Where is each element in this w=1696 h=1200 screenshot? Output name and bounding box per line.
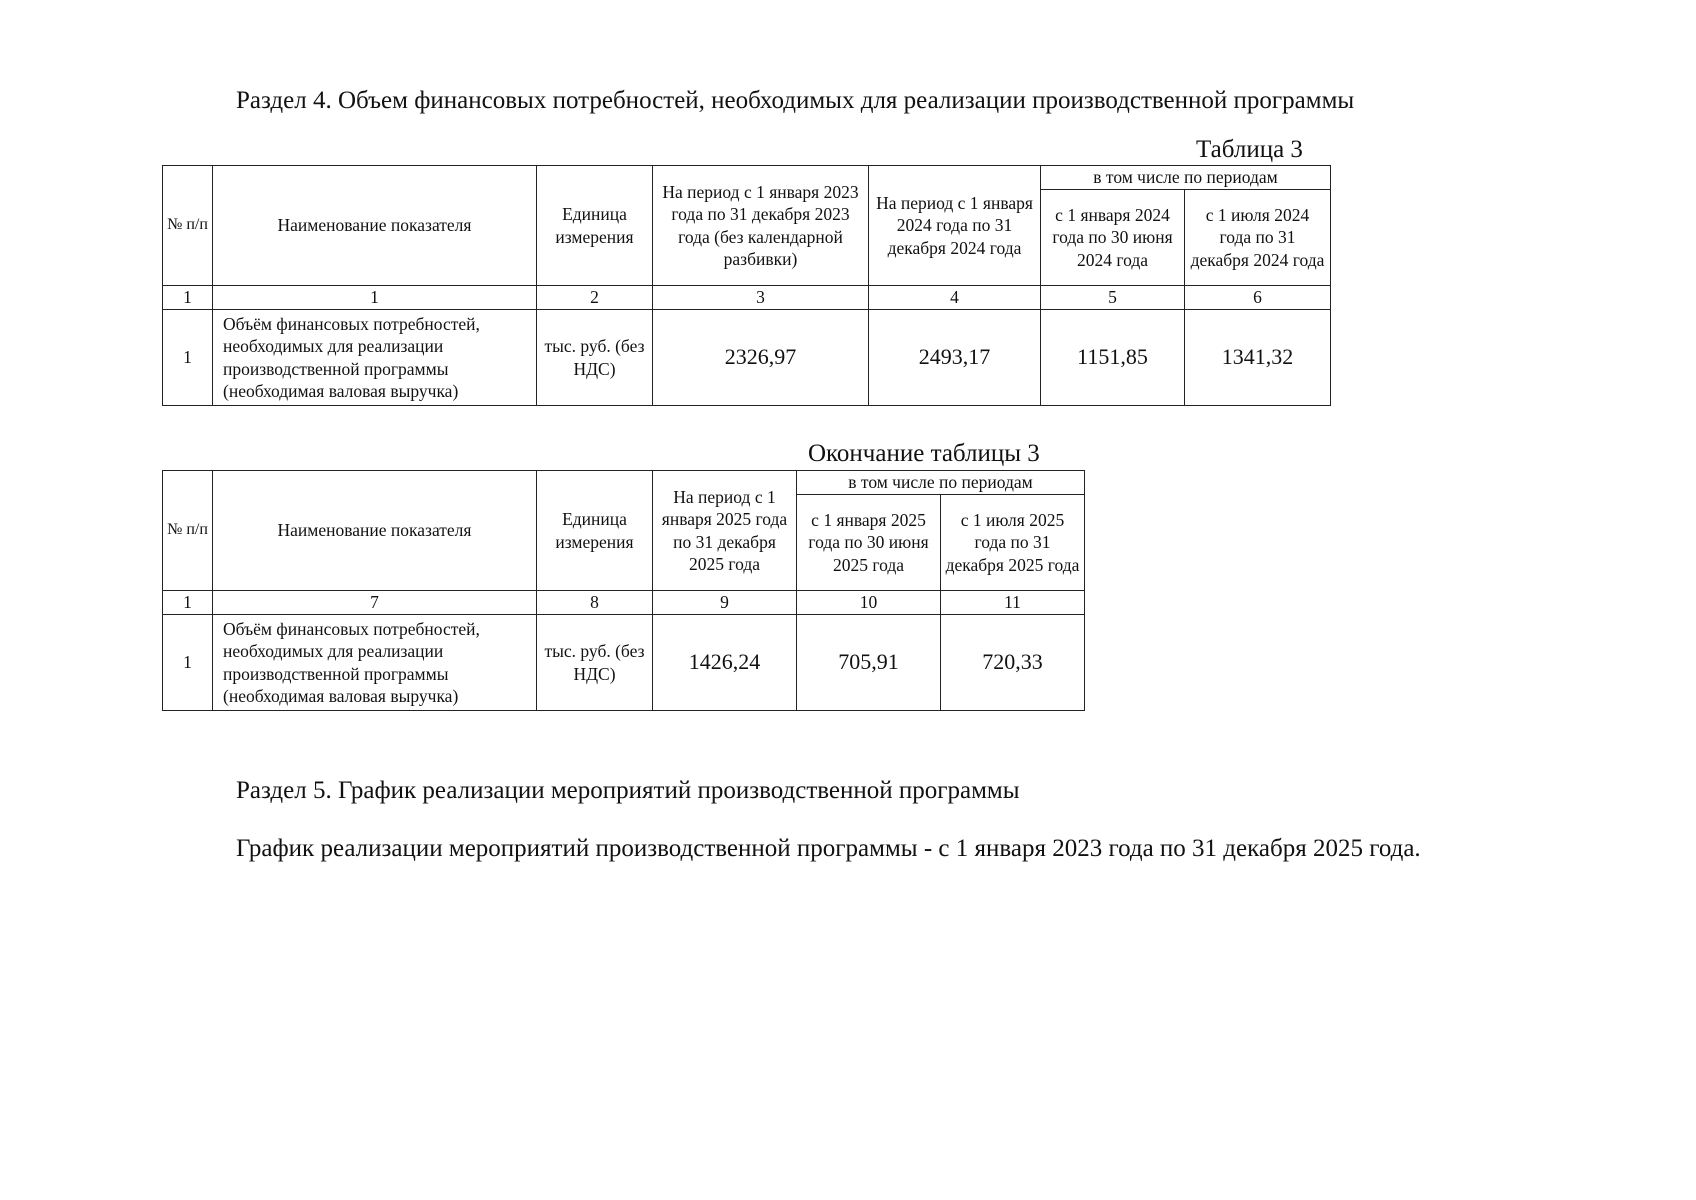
header-unit: Единица измерения xyxy=(537,166,653,286)
table-1-caption: Таблица 3 xyxy=(1196,136,1303,163)
numbering-cell: 2 xyxy=(537,286,653,310)
value-2025: 1426,24 xyxy=(653,615,797,711)
header-period-2024: На период с 1 января 2024 года по 31 декабря 2024 года xyxy=(869,166,1041,286)
numbering-row xyxy=(163,591,1085,615)
numbering-cell: 9 xyxy=(653,591,797,615)
section-4-heading: Раздел 4. Объем финансовых потребностей, необходимых для реализации производственной программы xyxy=(236,87,1355,114)
table-2-caption: Окончание таблицы 3 xyxy=(808,440,1040,467)
numbering-cell: 3 xyxy=(653,286,869,310)
numbering-cell: 1 xyxy=(213,286,537,310)
header-h2-2024: с 1 июля 2024 года по 31 декабря 2024 года xyxy=(1185,190,1331,286)
header-name: Наименование показателя xyxy=(213,166,537,286)
section-5-text: График реализации мероприятий производственной программы - с 1 января 2023 года по 31 декабря 2025 года. xyxy=(236,835,1421,862)
header-num: № п/п xyxy=(163,471,213,591)
header-name: Наименование показателя xyxy=(213,471,537,591)
numbering-cell: 7 xyxy=(213,591,537,615)
row-unit: тыс. руб. (без НДС) xyxy=(537,310,653,406)
value-2024-h1: 1151,85 xyxy=(1041,310,1185,406)
numbering-cell: 1 xyxy=(163,286,213,310)
numbering-cell: 1 xyxy=(163,591,213,615)
row-unit: тыс. руб. (без НДС) xyxy=(537,615,653,711)
value-2023: 2326,97 xyxy=(653,310,869,406)
financial-needs-table-end xyxy=(162,470,1085,711)
numbering-cell: 8 xyxy=(537,591,653,615)
numbering-row xyxy=(163,286,1331,310)
numbering-cell: 4 xyxy=(869,286,1041,310)
value-2025-h1: 705,91 xyxy=(797,615,941,711)
header-h2-2025: с 1 июля 2025 года по 31 декабря 2025 года xyxy=(941,495,1085,591)
header-group: в том числе по периодам xyxy=(797,471,1085,495)
value-2024: 2493,17 xyxy=(869,310,1041,406)
table-row xyxy=(163,310,1331,406)
numbering-cell: 11 xyxy=(941,591,1085,615)
numbering-cell: 10 xyxy=(797,591,941,615)
value-2024-h2: 1341,32 xyxy=(1185,310,1331,406)
header-group: в том числе по периодам xyxy=(1041,166,1331,190)
header-unit: Единица измерения xyxy=(537,471,653,591)
header-period-2023: На период с 1 января 2023 года по 31 декабря 2023 года (без календарной разбивки) xyxy=(653,166,869,286)
header-period-2025: На период с 1 января 2025 года по 31 декабря 2025 года xyxy=(653,471,797,591)
numbering-cell: 5 xyxy=(1041,286,1185,310)
financial-needs-table xyxy=(162,165,1331,406)
table-row xyxy=(163,615,1085,711)
header-h1-2024: с 1 января 2024 года по 30 июня 2024 года xyxy=(1041,190,1185,286)
value-2025-h2: 720,33 xyxy=(941,615,1085,711)
row-name: Объём финансовых потребностей, необходимых для реализации производственной программы (необходимая валовая выручка) xyxy=(213,310,537,406)
row-name: Объём финансовых потребностей, необходимых для реализации производственной программы (необходимая валовая выручка) xyxy=(213,615,537,711)
header-h1-2025: с 1 января 2025 года по 30 июня 2025 года xyxy=(797,495,941,591)
row-num: 1 xyxy=(163,310,213,406)
numbering-cell: 6 xyxy=(1185,286,1331,310)
section-5-heading: Раздел 5. График реализации мероприятий производственной программы xyxy=(236,777,1020,804)
row-num: 1 xyxy=(163,615,213,711)
header-num: № п/п xyxy=(163,166,213,286)
